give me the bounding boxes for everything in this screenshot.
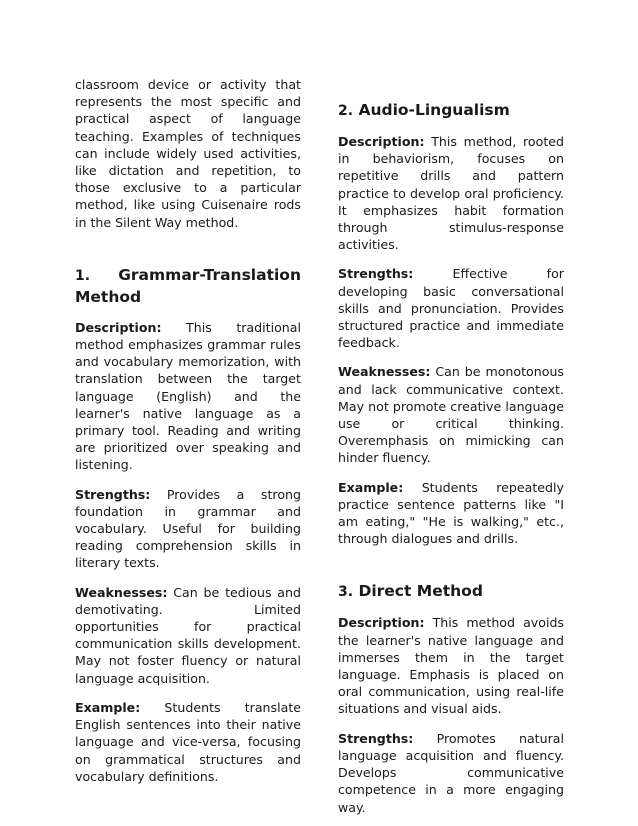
gt-example	[75, 699, 301, 785]
text: Can be monotonous and lack communicative context. May not promote creative language use or critical thinking. Overemphasis on mimicking can hinder fluency.	[338, 364, 564, 466]
text: This traditional method emphasizes grammar rules and vocabulary memorization, with translation between the target language (English) and the learner's native language as a primary tool. Reading and writing are prioritized over speaking and listening.	[75, 319, 301, 473]
label: Description:	[75, 319, 162, 335]
section-title: Audio-Lingualism	[358, 101, 510, 119]
right-column	[338, 100, 564, 816]
section-number: 1.	[75, 267, 91, 284]
label: Weaknesses:	[338, 364, 431, 380]
al-strengths	[338, 265, 564, 351]
label: Strengths:	[75, 486, 151, 502]
gt-description	[75, 319, 301, 474]
text: Effective for developing basic conversational skills and pronunciation. Provides structured practice and immediate feedback.	[338, 266, 564, 351]
text: Promotes natural language acquisition and fluency. Develops communicative competence in a more engaging way.	[338, 730, 564, 815]
grammar-translation-heading	[75, 265, 301, 287]
text: This method avoids the learner's native language and immerses them in the target language. Emphasis is placed on oral communication, using real-life situations and visual aids.	[338, 615, 564, 717]
label: Strengths:	[338, 730, 414, 746]
label: Example:	[75, 699, 141, 715]
gt-strengths	[75, 486, 301, 572]
label: Description:	[338, 615, 425, 631]
dm-description	[338, 614, 564, 717]
section-number: 3.	[338, 584, 354, 601]
text: Students repeatedly practice sentence patterns like "I am eating," "He is walking," etc., through dialogues and drills.	[338, 479, 564, 547]
section-title-part: Grammar-Translation	[118, 265, 301, 284]
audio-lingualism-heading	[338, 100, 564, 122]
section-title: Direct Method	[358, 582, 483, 601]
label: Weaknesses:	[75, 584, 168, 600]
section-number: 2.	[338, 103, 354, 119]
al-description	[338, 133, 564, 253]
text: This method, rooted in behaviorism, focuses on repetitive drills and pattern practice to develop oral proficiency. It emphasizes habit formation through stimulus-response activities.	[338, 134, 564, 253]
text: Can be tedious and demotivating. Limited opportunities for practical communication skills development. May not foster fluency or natural language acquisition.	[75, 584, 301, 686]
al-weaknesses	[338, 363, 564, 466]
direct-method-heading	[338, 581, 564, 603]
al-example	[338, 479, 564, 548]
label: Description:	[338, 134, 425, 149]
text: Students translate English sentences into their native language and vice-versa, focusing on grammatical structures and vocabulary definitions.	[75, 699, 301, 784]
gt-weaknesses	[75, 584, 301, 687]
label: Strengths:	[338, 266, 414, 282]
left-column	[75, 76, 301, 785]
label: Example:	[338, 479, 404, 495]
dm-strengths	[338, 730, 564, 816]
intro-paragraph: classroom device or activity that represents the most specific and practical aspect of language teaching. Examples of techniques can include widely used activities, like dictation and repetition, to those exclusive to a particular method, like using Cuisenaire rods in the Silent Way method.	[75, 77, 301, 230]
text: Provides a strong foundation in grammar and vocabulary. Useful for building reading comprehension skills in literary texts.	[75, 486, 301, 571]
grammar-translation-heading-cont: Method	[75, 287, 142, 306]
